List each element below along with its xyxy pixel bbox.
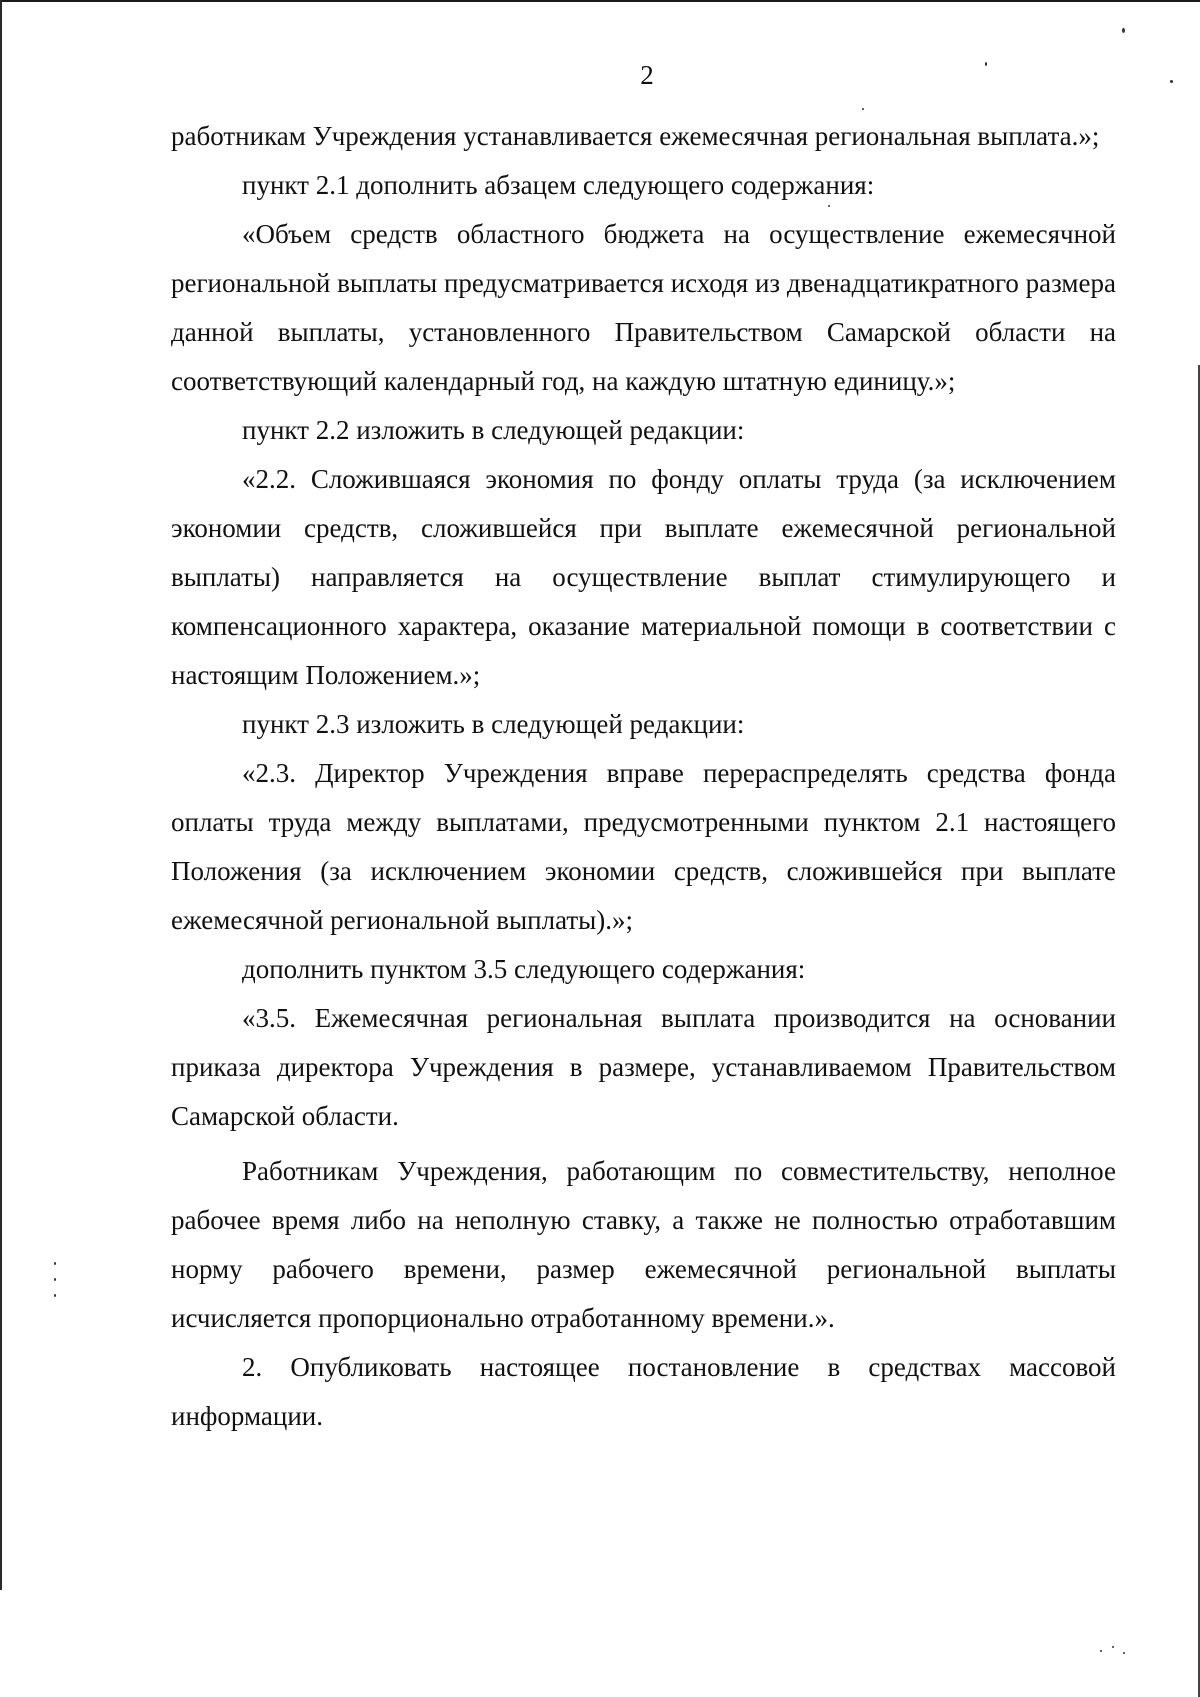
paragraph: пункт 2.3 изложить в следующей редакции:	[242, 709, 745, 739]
paragraph: дополнить пунктом 3.5 следующего содержания:	[242, 954, 806, 984]
scan-speck	[1112, 1646, 1114, 1648]
paragraph: «3.5. Ежемесячная региональная выплата производится на основании приказа директора Учреждения в размере, устанавливаемом Правительством Самарской области.	[171, 1003, 1116, 1131]
scan-speck	[1123, 1652, 1125, 1654]
scan-edge-left	[0, 0, 2, 1590]
scan-speck	[54, 1262, 56, 1265]
paragraph: пункт 2.1 дополнить абзацем следующего содержания:	[242, 170, 875, 200]
paragraph: «2.3. Директор Учреждения вправе перераспределять средства фонда оплаты труда между выплатами, предусмотренными пунктом 2.1 настоящего Положения (за исключением экономии средств, сложившейся при выплате ежемесячной региональной выплаты).»;	[171, 758, 1116, 935]
paragraph: «Объем средств областного бюджета на осуществление ежемесячной региональной выплаты предусматривается исходя из двенадцатикратного размера данной выплаты, установленного Правительством Самарской области на соответствующий календарный год, на каждую штатную единицу.»;	[171, 219, 1116, 396]
paragraph: 2. Опубликовать настоящее постановление в средствах массовой информации.	[171, 1352, 1116, 1431]
document-body	[171, 112, 1116, 1441]
scan-edge-top	[0, 0, 1200, 2]
scan-speck	[54, 1294, 56, 1297]
paragraph: «2.2. Сложившаяся экономия по фонду оплаты труда (за исключением экономии средств, сложившейся при выплате ежемесячной региональной выплаты) направляется на осуществление выплат стимулирующего и компенсационного характера, оказание материальной помощи в соответствии с настоящим Положением.»;	[171, 464, 1116, 690]
scan-speck	[1122, 28, 1125, 33]
scan-speck	[862, 108, 864, 110]
paragraph: работникам Учреждения устанавливается ежемесячная региональная выплата.»;	[171, 121, 1100, 151]
page-number: 2	[640, 60, 654, 90]
paragraph: Работникам Учреждения, работающим по совместительству, неполное рабочее время либо на неполную ставку, а также не полностью отработавшим норму рабочего времени, размер ежемесячной региональной выплаты исчисляется пропорционально отработанному времени.».	[171, 1156, 1116, 1333]
scan-speck	[54, 1278, 56, 1281]
scan-speck	[1100, 1650, 1102, 1652]
paragraph: пункт 2.2 изложить в следующей редакции:	[242, 415, 745, 445]
